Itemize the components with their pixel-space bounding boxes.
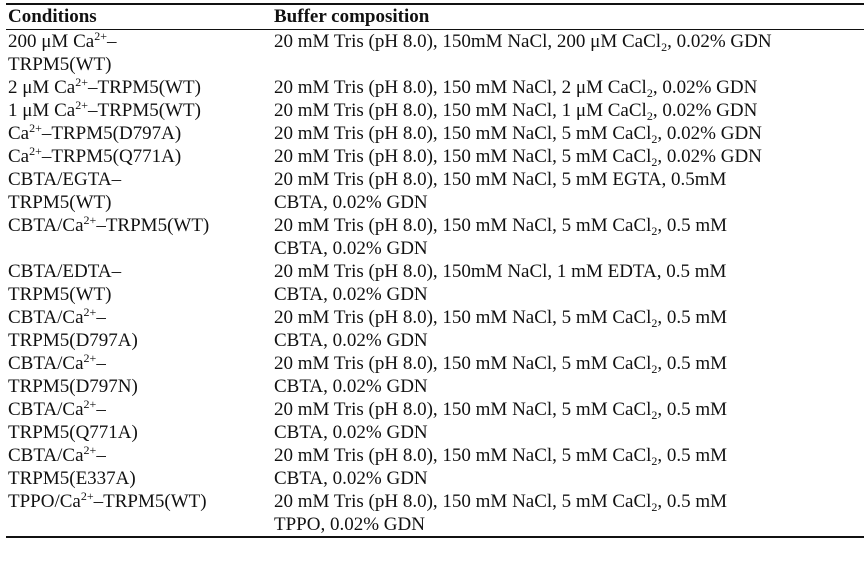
condition-text: TRPM5(D797N) <box>8 376 138 397</box>
condition-text: TRPM5(Q771A) <box>8 422 138 443</box>
condition-text: – <box>96 445 106 466</box>
buffer-text: , 0.02% GDN <box>652 100 758 121</box>
buffer-text: , 0.5 mM <box>657 353 728 374</box>
condition-text: TRPM5(WT) <box>8 284 112 305</box>
subscript: 2 <box>651 454 658 468</box>
condition-cell <box>6 122 274 145</box>
buffer-text: , 0.02% GDN <box>652 77 758 98</box>
buffer-text: , 0.02% GDN <box>667 31 772 52</box>
table-row <box>6 260 864 306</box>
table-row <box>6 398 864 444</box>
condition-cell <box>6 99 274 122</box>
condition-text: – <box>96 353 106 374</box>
buffer-text: 20 mM Tris (pH 8.0), 150mM NaCl, 1 mM EDTA, 0.5 mM <box>274 261 727 282</box>
buffer-text: TPPO, 0.02% GDN <box>274 514 425 535</box>
condition-text: CBTA/Ca <box>8 215 84 236</box>
condition-text: –TRPM5(WT) <box>87 100 201 121</box>
condition-cell <box>6 214 274 260</box>
condition-text: CBTA/Ca <box>8 307 84 328</box>
buffer-text: 20 mM Tris (pH 8.0), 150 mM NaCl, 5 mM CaCl <box>274 307 652 328</box>
table-row <box>6 444 864 490</box>
condition-text: –TRPM5(WT) <box>87 77 201 98</box>
buffer-text: CBTA, 0.02% GDN <box>274 330 428 351</box>
condition-text: TRPM5(E337A) <box>8 468 136 489</box>
buffer-cell <box>274 30 864 76</box>
buffer-text: CBTA, 0.02% GDN <box>274 238 428 259</box>
condition-text: CBTA/Ca <box>8 353 84 374</box>
table-row <box>6 352 864 398</box>
buffer-text: , 0.5 mM <box>657 307 728 328</box>
buffer-text: 20 mM Tris (pH 8.0), 150 mM NaCl, 1 μM CaCl <box>274 100 647 121</box>
condition-cell <box>6 168 274 214</box>
buffer-text: , 0.02% GDN <box>657 146 762 167</box>
buffer-text: 20 mM Tris (pH 8.0), 150mM NaCl, 200 μM CaCl <box>274 31 662 52</box>
buffer-text: 20 mM Tris (pH 8.0), 150 mM NaCl, 2 μM CaCl <box>274 77 647 98</box>
buffer-cell <box>274 444 864 490</box>
buffer-text: CBTA, 0.02% GDN <box>274 468 428 489</box>
header-buffer-composition: Buffer composition <box>274 6 430 27</box>
condition-cell <box>6 398 274 444</box>
table-row <box>6 30 864 76</box>
table-row <box>6 168 864 214</box>
subscript: 2 <box>646 86 653 100</box>
subscript: 2 <box>651 224 658 238</box>
condition-text: –TRPM5(Q771A) <box>41 146 182 167</box>
subscript: 2 <box>651 155 658 169</box>
buffer-cell <box>274 214 864 260</box>
superscript: 2+ <box>80 489 94 503</box>
superscript: 2+ <box>83 397 97 411</box>
table-row <box>6 214 864 260</box>
superscript: 2+ <box>75 75 88 89</box>
condition-text: 2 μM Ca <box>8 77 76 98</box>
condition-text: –TRPM5(D797A) <box>41 123 182 144</box>
buffer-text: , 0.5 mM <box>657 445 728 466</box>
subscript: 2 <box>651 132 658 146</box>
buffer-cell <box>274 490 864 536</box>
subscript: 2 <box>651 316 658 330</box>
condition-cell <box>6 444 274 490</box>
buffer-cell <box>274 260 864 306</box>
superscript: 2+ <box>29 144 42 158</box>
condition-text: CBTA/Ca <box>8 445 84 466</box>
condition-text: CBTA/EDTA– <box>8 261 122 282</box>
table-row <box>6 76 864 99</box>
buffer-text: 20 mM Tris (pH 8.0), 150 mM NaCl, 5 mM CaCl <box>274 491 652 512</box>
buffer-cell <box>274 398 864 444</box>
table-row <box>6 99 864 122</box>
superscript: 2+ <box>83 305 97 319</box>
buffer-cell <box>274 99 864 122</box>
superscript: 2+ <box>75 98 88 112</box>
superscript: 2+ <box>83 443 97 457</box>
condition-text: TRPM5(D797A) <box>8 330 138 351</box>
buffer-text: 20 mM Tris (pH 8.0), 150 mM NaCl, 5 mM CaCl <box>274 445 652 466</box>
buffer-text: , 0.02% GDN <box>657 123 762 144</box>
buffer-text: , 0.5 mM <box>657 491 728 512</box>
condition-text: –TRPM5(WT) <box>96 215 210 236</box>
condition-cell <box>6 30 274 76</box>
buffer-cell <box>274 352 864 398</box>
condition-text: Ca <box>8 123 30 144</box>
header-row <box>6 5 864 29</box>
condition-cell <box>6 352 274 398</box>
subscript: 2 <box>646 109 653 123</box>
condition-cell <box>6 145 274 168</box>
buffer-cell <box>274 122 864 145</box>
buffer-text: CBTA, 0.02% GDN <box>274 422 428 443</box>
condition-text: 1 μM Ca <box>8 100 76 121</box>
buffer-text: , 0.5 mM <box>657 399 728 420</box>
condition-text: – <box>96 399 106 420</box>
buffer-text: 20 mM Tris (pH 8.0), 150 mM NaCl, 5 mM CaCl <box>274 123 652 144</box>
table-bottom-rule <box>6 536 864 538</box>
superscript: 2+ <box>83 213 97 227</box>
condition-text: – <box>96 307 106 328</box>
buffer-text: CBTA, 0.02% GDN <box>274 284 428 305</box>
subscript: 2 <box>651 500 658 514</box>
buffer-cell <box>274 168 864 214</box>
table-row <box>6 490 864 536</box>
condition-text: – <box>106 31 117 52</box>
buffer-text: CBTA, 0.02% GDN <box>274 192 428 213</box>
buffer-cell <box>274 306 864 352</box>
buffer-text: 20 mM Tris (pH 8.0), 150 mM NaCl, 5 mM CaCl <box>274 399 652 420</box>
condition-text: TPPO/Ca <box>8 491 81 512</box>
condition-cell <box>6 76 274 99</box>
subscript: 2 <box>651 362 658 376</box>
table-row <box>6 122 864 145</box>
table-row <box>6 306 864 352</box>
subscript: 2 <box>661 40 668 54</box>
condition-text: TRPM5(WT) <box>8 54 112 75</box>
buffer-text: 20 mM Tris (pH 8.0), 150 mM NaCl, 5 mM CaCl <box>274 353 652 374</box>
conditions-table-body <box>6 30 864 536</box>
superscript: 2+ <box>94 29 107 43</box>
buffer-text: CBTA, 0.02% GDN <box>274 376 428 397</box>
table-row <box>6 145 864 168</box>
buffer-text: , 0.5 mM <box>657 215 728 236</box>
condition-text: 200 μM Ca <box>8 31 95 52</box>
buffer-text: 20 mM Tris (pH 8.0), 150 mM NaCl, 5 mM CaCl <box>274 146 652 167</box>
condition-cell <box>6 490 274 536</box>
buffer-table <box>6 3 864 538</box>
subscript: 2 <box>651 408 658 422</box>
buffer-cell <box>274 76 864 99</box>
buffer-text: 20 mM Tris (pH 8.0), 150 mM NaCl, 5 mM CaCl <box>274 215 652 236</box>
buffer-text: 20 mM Tris (pH 8.0), 150 mM NaCl, 5 mM EGTA, 0.5mM <box>274 169 727 190</box>
condition-text: –TRPM5(WT) <box>93 491 207 512</box>
buffer-cell <box>274 145 864 168</box>
superscript: 2+ <box>83 351 97 365</box>
condition-text: CBTA/EGTA– <box>8 169 122 190</box>
condition-text: TRPM5(WT) <box>8 192 112 213</box>
header-conditions: Conditions <box>8 6 97 27</box>
condition-text: CBTA/Ca <box>8 399 84 420</box>
condition-text: Ca <box>8 146 30 167</box>
conditions-table <box>6 5 864 29</box>
superscript: 2+ <box>29 121 42 135</box>
condition-cell <box>6 306 274 352</box>
condition-cell <box>6 260 274 306</box>
